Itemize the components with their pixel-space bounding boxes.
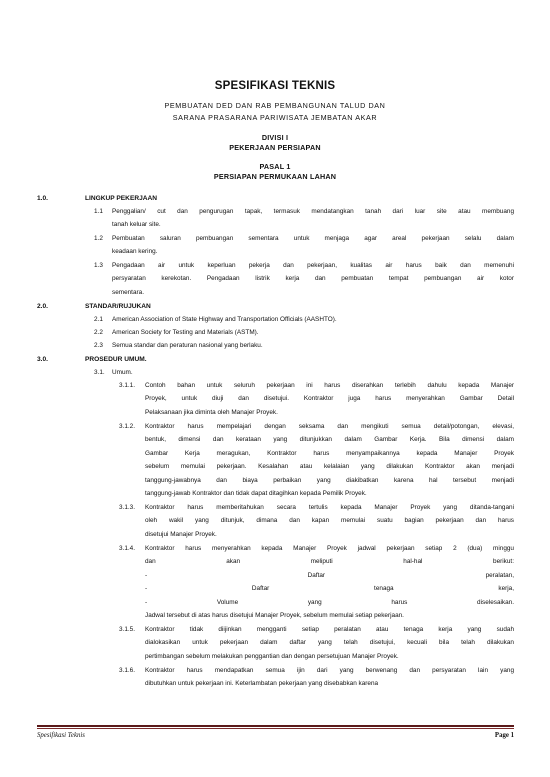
subtitle-line-2: SARANA PRASARANA PARIWISATA JEMBATAN AKAR bbox=[172, 113, 378, 122]
item-text-line: sebelum memulai pekerjaan. Kesalahan atau kelalaian yang dilakukan Kontraktor akan menjadi bbox=[145, 463, 514, 471]
section-label: STANDAR/RUJUKAN bbox=[85, 303, 151, 310]
item-text-line: Gambar Kerja meragukan, Kontraktor harus menyampaikannya kepada Manajer Proyek bbox=[145, 449, 514, 457]
item-text-line: tanggung-jawabnya dan biaya perbaikan yang diakibatkan karena hal tersebut menjadi bbox=[145, 476, 514, 484]
footer-divider-thick bbox=[37, 725, 514, 727]
item-number: 3.1.4. bbox=[119, 545, 135, 552]
item-number: 1.2 bbox=[94, 235, 103, 242]
item-text-line: Kontraktor tidak diijinkan mengganti setiap peralatan atau tenaga kerja yang sudah bbox=[145, 626, 514, 633]
footer-divider-thin bbox=[37, 728, 514, 729]
section-number: 3.0. bbox=[37, 356, 48, 363]
item-text-line: sementara. bbox=[112, 288, 144, 296]
item-text-line: tanah keluar site. bbox=[112, 221, 161, 229]
item-text-line: - Daftar tenaga kerja, bbox=[145, 585, 514, 593]
item-text-line: pertimbangan sebelum melakukan penggantian dan dengan persetujuan Manajer Proyek. bbox=[145, 652, 399, 660]
item-text-line: Penggalian/ cut dan pengurugan tapak, termasuk mendatangkan tanah dari luar site atau membuang bbox=[112, 208, 514, 215]
pasal-heading: PASAL 1 bbox=[259, 162, 291, 171]
item-text-line: Proyek, untuk diuji dan disetujui. Kontraktor juga harus menyerahkan Gambar Detail bbox=[145, 395, 514, 403]
footer-page-number: Page 1 bbox=[494, 732, 514, 739]
item-text-line: tanggung-jawab Kontraktor dan tidak dapat ditagihkan kepada Pemilik Proyek. bbox=[145, 490, 367, 498]
item-text-line: dan akan meliputi hal-hal berikut: bbox=[145, 558, 514, 566]
item-number: 1.1 bbox=[94, 208, 103, 215]
item-text-line: - Daftar peralatan, bbox=[145, 571, 514, 579]
item-text-line: dibutuhkan untuk pekerjaan ini. Keterlambatan pekerjaan yang disebabkan karena bbox=[145, 680, 379, 688]
item-text-line: Jadwal tersebut di atas harus disetujui Manajer Proyek, sebelum memulai setiap pekerjaan. bbox=[145, 612, 404, 620]
section-number: 2.0. bbox=[37, 303, 48, 310]
item-text-line: disetujui Manajer Proyek. bbox=[145, 530, 217, 538]
section-label: LINGKUP PEKERJAAN bbox=[85, 195, 158, 202]
document-title: SPESIFIKASI TEKNIS bbox=[214, 80, 336, 92]
item-number: 3.1.2. bbox=[119, 423, 135, 430]
item-number: 1.3 bbox=[94, 262, 103, 269]
item-number: 3.1. bbox=[94, 369, 105, 376]
item-text-line: American Society for Testing and Materials (ASTM). bbox=[112, 329, 259, 336]
item-text-line: keadaan kering. bbox=[112, 248, 158, 256]
item-number: 3.1.1. bbox=[119, 382, 135, 389]
item-text-line: Contoh bahan untuk seluruh pekerjaan ini harus diserahkan terlebih dahulu kepada Manajer bbox=[145, 382, 514, 389]
item-number: 3.1.5. bbox=[119, 626, 135, 633]
item-text-line: persyaratan kerekotan. Pengadaan listrik kerja dan pembuatan tempat pembuangan air kotor bbox=[112, 275, 514, 283]
section-label: PROSEDUR UMUM. bbox=[85, 356, 147, 363]
divisi-name: PEKERJAAN PERSIAPAN bbox=[229, 143, 321, 152]
footer-document-name: Spesifikasi Teknis bbox=[37, 732, 85, 739]
divisi-heading: DIVISI I bbox=[261, 133, 289, 142]
item-text-line: Kontraktor harus menyerahkan kepada Manajer Proyek jadwal pekerjaan setiap 2 (dua) minggu bbox=[145, 545, 514, 552]
item-text-line: Kontraktor harus mempelajari dengan seksama dan mengikuti semua detail/potongan, elevasi, bbox=[145, 423, 514, 430]
subtitle-line-1: PEMBUATAN DED DAN RAB PEMBANGUNAN TALUD DAN bbox=[164, 101, 386, 110]
item-number: 3.1.3. bbox=[119, 504, 135, 511]
item-text-line: Umum. bbox=[112, 369, 133, 376]
pasal-name: PERSIAPAN PERMUKAAN LAHAN bbox=[213, 172, 337, 181]
item-text-line: Semua standar dan peraturan nasional yang berlaku. bbox=[112, 342, 263, 349]
item-text-line: Pembuatan saluran pembuangan sementara untuk menjaga agar areal pekerjaan selalu dalam bbox=[112, 235, 514, 242]
item-text-line: Pelaksanaan jika diminta oleh Manajer Proyek. bbox=[145, 408, 278, 416]
item-text-line: Kontraktor harus memberitahukan secara tertulis kepada Manajer Proyek yang ditanda-tangani bbox=[145, 504, 514, 511]
item-number: 2.3 bbox=[94, 342, 103, 349]
item-number: 3.1.6. bbox=[119, 667, 135, 674]
item-text-line: - Volume yang harus diselesaikan. bbox=[145, 598, 514, 606]
item-text-line: bentuk, dimensi dan kerataan yang ditunjukkan dalam Gambar Kerja. Bila dimensi dalam bbox=[145, 436, 514, 444]
item-text-line: dialokasikan untuk pekerjaan dalam daftar yang telah disetujui, kecuali bila telah dilakukan bbox=[145, 639, 514, 647]
section-number: 1.0. bbox=[37, 195, 48, 202]
item-number: 2.1 bbox=[94, 316, 103, 323]
item-text-line: Pengadaan air untuk keperluan pekerja dan pekerjaan, kualitas air harus baik dan memenuhi bbox=[112, 262, 514, 269]
item-text-line: Kontraktor harus mendapatkan semua ijin dari yang berwenang dan persyaratan lain yang bbox=[145, 667, 514, 674]
item-number: 2.2 bbox=[94, 329, 103, 336]
item-text-line: American Association of State Highway and Transportation Officials (AASHTO). bbox=[112, 316, 337, 323]
item-text-line: oleh wakil yang ditunjuk, dimana dan kapan memulai suatu bagian pekerjaan dan harus bbox=[145, 517, 514, 525]
